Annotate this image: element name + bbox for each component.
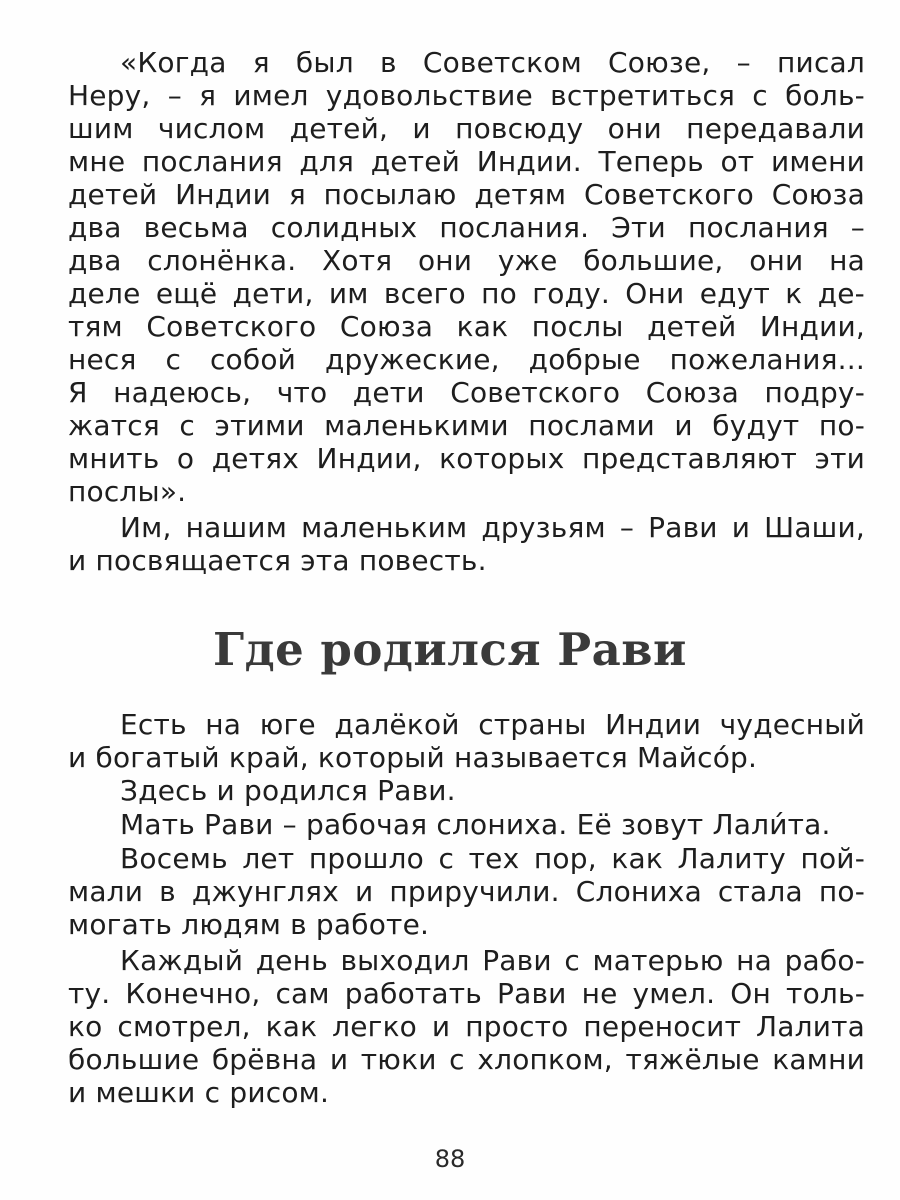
quote-line: детей Индии я посылаю детям Советского Союза bbox=[68, 178, 865, 211]
paragraph-line: Здесь и родился Рави. bbox=[120, 774, 456, 807]
quote-line: два весьма солидных послания. Эти послания – bbox=[68, 211, 865, 244]
paragraph-line: Каждый день выходил Рави с матерью на рабо- bbox=[120, 944, 865, 977]
page-number: 88 bbox=[434, 1145, 466, 1173]
paragraph-line: Мать Рави – рабочая слониха. Её зовут Лали́та. bbox=[120, 808, 831, 841]
quote-line: «Когда я был в Советском Союзе, – писал bbox=[120, 46, 865, 79]
paragraph-line: мали в джунглях и приручили. Слониха стала по- bbox=[68, 875, 865, 908]
quote-line: деле ещё дети, им всего по году. Они едут к де- bbox=[68, 277, 865, 310]
quote-line: мне послания для детей Индии. Теперь от имени bbox=[68, 145, 865, 178]
quote-line: неся с собой дружеские, добрые пожелания... bbox=[68, 343, 865, 376]
quote-line: Неру, – я имел удовольствие встретиться с боль- bbox=[68, 79, 865, 112]
paragraph-line: и мешки с рисом. bbox=[68, 1076, 330, 1109]
quote-line: жатся с этими маленькими послами и будут по- bbox=[68, 409, 865, 442]
quote-line: шим числом детей, и повсюду они передавали bbox=[68, 112, 865, 145]
paragraph-line: и богатый край, который называется Майсóр. bbox=[68, 741, 758, 774]
quote-line: послы». bbox=[68, 475, 187, 508]
paragraph-line: Восемь лет прошло с тех пор, как Лалиту пой- bbox=[120, 842, 865, 875]
paragraph-line: ко смотрел, как легко и просто переносит Лалита bbox=[68, 1010, 865, 1043]
dedication-line: Им, нашим маленьким друзьям – Рави и Шаши, bbox=[120, 511, 865, 544]
quote-line: два слонёнка. Хотя они уже большие, они на bbox=[68, 244, 865, 277]
chapter-title: Где родился Рави bbox=[213, 623, 687, 676]
dedication-line: и посвящается эта повесть. bbox=[68, 544, 487, 577]
paragraph-line: ту. Конечно, сам работать Рави не умел. Он толь- bbox=[68, 977, 865, 1010]
paragraph-line: могать людям в работе. bbox=[68, 908, 430, 941]
quote-line: тям Советского Союза как послы детей Индии, bbox=[68, 310, 865, 343]
paragraph-line: Есть на юге далёкой страны Индии чудесный bbox=[120, 708, 865, 741]
quote-line: Я надеюсь, что дети Советского Союза подру- bbox=[68, 376, 865, 409]
paragraph-line: большие брёвна и тюки с хлопком, тяжёлые камни bbox=[68, 1043, 865, 1076]
quote-line: мнить о детях Индии, которых представляют эти bbox=[68, 442, 865, 475]
